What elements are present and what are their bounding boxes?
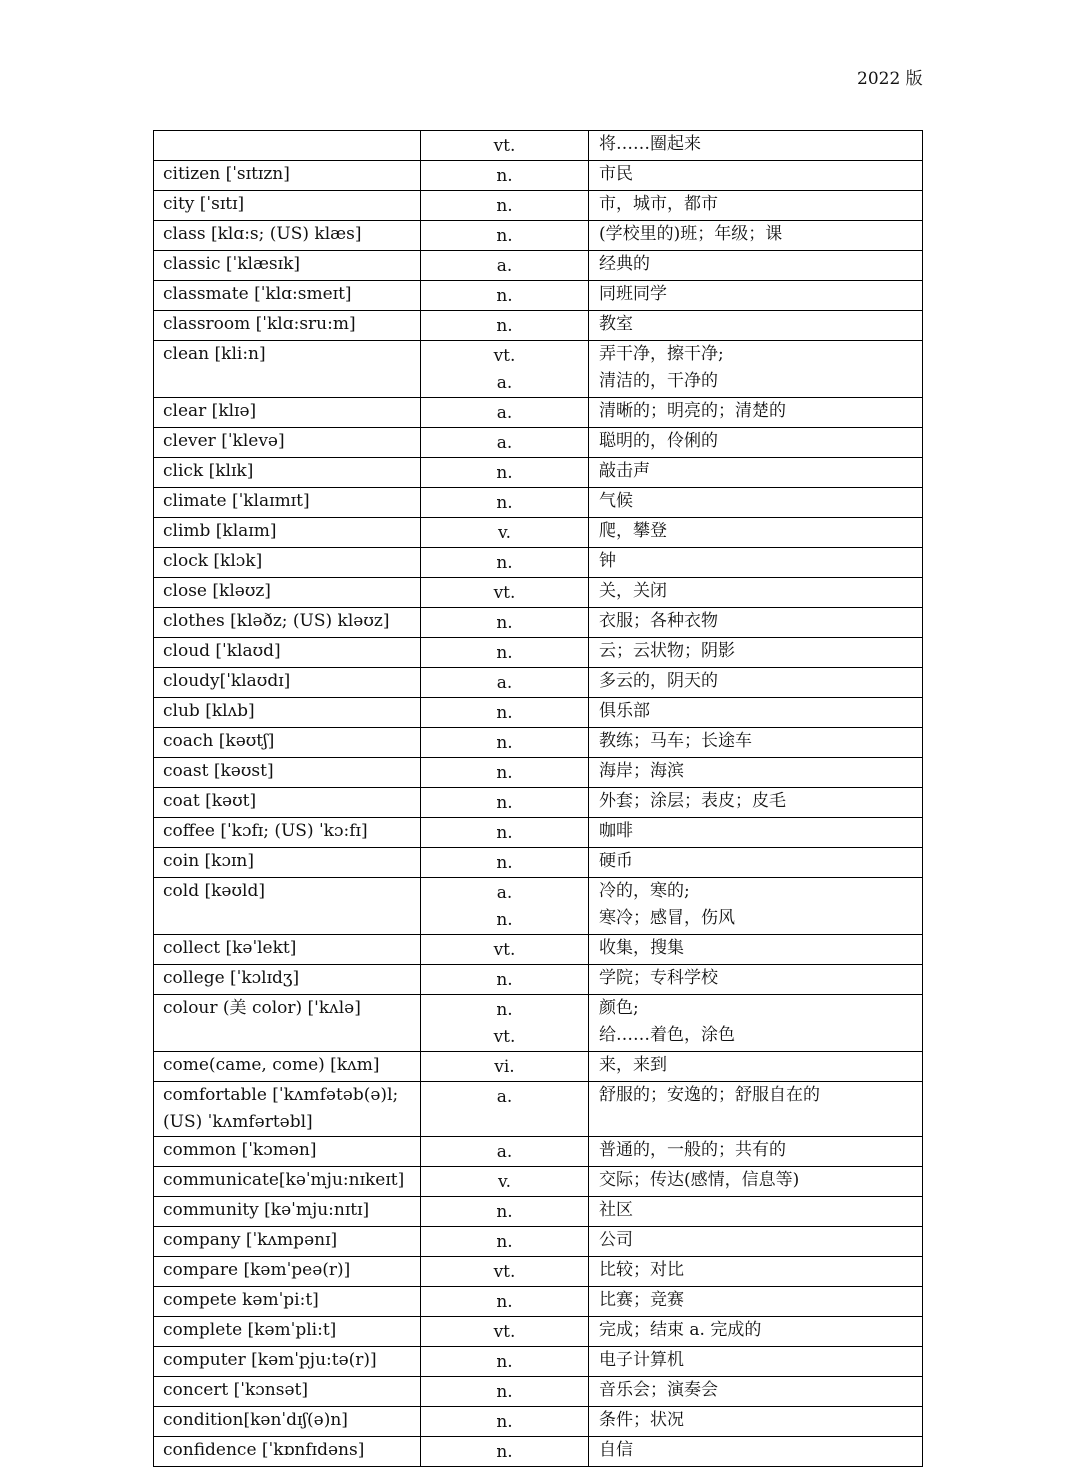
meaning-text: 多云的，阴天的 [599, 671, 718, 691]
meaning-text: 聪明的，伶俐的 [599, 431, 718, 451]
meaning-cell [589, 1347, 923, 1377]
vocabulary-table-body [154, 131, 923, 1467]
meaning-cell [589, 1377, 923, 1407]
word-cell: cloudy[ˈklaʊdɪ] [154, 668, 421, 698]
table-row [154, 221, 923, 251]
table-row [154, 1197, 923, 1227]
part-of-speech: vi. [494, 1057, 515, 1077]
part-of-speech: n. [496, 643, 513, 663]
meaning-text: 同班同学 [599, 284, 667, 304]
part-of-speech-cell [421, 1137, 589, 1167]
part-of-speech-cell [421, 698, 589, 728]
word-cell: communicate[kəˈmju:nɪkeɪt] [154, 1167, 421, 1197]
part-of-speech: a. [496, 1087, 513, 1107]
meaning-cell [589, 1437, 923, 1467]
table-row [154, 341, 923, 398]
meaning-cell [589, 458, 923, 488]
table-row [154, 818, 923, 848]
meaning-cell [589, 788, 923, 818]
part-of-speech-cell [421, 578, 589, 608]
word-cell: confidence [ˈkɒnfɪdəns] [154, 1437, 421, 1467]
meaning-text: 俱乐部 [599, 701, 650, 721]
word-cell: coach [kəʊtʃ] [154, 728, 421, 758]
part-of-speech: vt. [493, 1322, 516, 1342]
part-of-speech-cell [421, 131, 589, 161]
part-of-speech-cell [421, 281, 589, 311]
meaning-text: 交际；传达(感情，信息等) [599, 1170, 800, 1190]
table-row [154, 638, 923, 668]
part-of-speech: n. [496, 196, 513, 216]
word-cell: club [klʌb] [154, 698, 421, 728]
meaning-cell [589, 728, 923, 758]
meaning-text: 市民 [599, 164, 633, 184]
table-row [154, 698, 923, 728]
word-cell: city [ˈsɪtɪ] [154, 191, 421, 221]
part-of-speech: n. [496, 166, 513, 186]
meaning-text: 经典的 [599, 254, 650, 274]
table-row [154, 1257, 923, 1287]
word-cell: coast [kəʊst] [154, 758, 421, 788]
meaning-text: 来，来到 [599, 1055, 667, 1075]
word-cell: climate [ˈklaɪmɪt] [154, 488, 421, 518]
part-of-speech-cell [421, 191, 589, 221]
part-of-speech: n. [496, 613, 513, 633]
word-cell: climb [klaɪm] [154, 518, 421, 548]
meaning-text: 市，城市，都市 [599, 194, 718, 214]
meaning-cell [589, 935, 923, 965]
meaning-text: 敲击声 [599, 461, 650, 481]
part-of-speech-cell [421, 788, 589, 818]
table-row [154, 1167, 923, 1197]
meaning-cell [589, 668, 923, 698]
table-row [154, 251, 923, 281]
part-of-speech: vt. [493, 136, 516, 156]
meaning-cell [589, 341, 923, 398]
part-of-speech: a. [496, 1142, 513, 1162]
part-of-speech: v. [498, 1172, 511, 1192]
part-of-speech: n. [496, 1352, 513, 1372]
meaning-cell [589, 818, 923, 848]
table-row [154, 935, 923, 965]
table-row [154, 428, 923, 458]
meaning-cell [589, 1082, 923, 1137]
meaning-text: 收集，搜集 [599, 938, 684, 958]
meaning-cell [589, 1317, 923, 1347]
part-of-speech: n. [496, 1412, 513, 1432]
meaning-text: 弄干净，擦干净; [599, 344, 724, 364]
meaning-text: 学院；专科学校 [599, 968, 718, 988]
part-of-speech-cell [421, 1437, 589, 1467]
table-row [154, 848, 923, 878]
table-row [154, 548, 923, 578]
word-cell: cloud [ˈklaʊd] [154, 638, 421, 668]
meaning-text: 普通的，一般的；共有的 [599, 1140, 786, 1160]
table-row [154, 518, 923, 548]
part-of-speech-cell [421, 608, 589, 638]
word-cell: citizen [ˈsɪtɪzn] [154, 161, 421, 191]
part-of-speech-cell [421, 488, 589, 518]
edition-label: 2022 版 [857, 69, 923, 89]
table-row [154, 995, 923, 1052]
meaning-text: 外套；涂层；表皮；皮毛 [599, 791, 786, 811]
meaning-text: 气候 [599, 491, 633, 511]
table-row [154, 1377, 923, 1407]
table-row [154, 311, 923, 341]
table-row [154, 458, 923, 488]
part-of-speech: n. [496, 1292, 513, 1312]
word-cell: coffee [ˈkɔfɪ; (US) ˈkɔ:fɪ] [154, 818, 421, 848]
part-of-speech-cell [421, 1347, 589, 1377]
part-of-speech: a. [496, 883, 513, 903]
meaning-text: 关，关闭 [599, 581, 667, 601]
word-cell: cold [kəʊld] [154, 878, 421, 935]
meaning-cell [589, 698, 923, 728]
table-row [154, 878, 923, 935]
table-row [154, 728, 923, 758]
word-cell: classmate [ˈklɑ:smeɪt] [154, 281, 421, 311]
meaning-text: 海岸；海滨 [599, 761, 684, 781]
table-row [154, 578, 923, 608]
meaning-text: 社区 [599, 1200, 633, 1220]
part-of-speech-cell [421, 398, 589, 428]
meaning-cell [589, 1137, 923, 1167]
part-of-speech: a. [496, 373, 513, 393]
meaning-text: 教练；马车；长途车 [599, 731, 752, 751]
part-of-speech-cell [421, 1377, 589, 1407]
part-of-speech: n. [496, 793, 513, 813]
part-of-speech: n. [496, 226, 513, 246]
part-of-speech-cell [421, 1287, 589, 1317]
part-of-speech-cell [421, 1197, 589, 1227]
meaning-cell [589, 518, 923, 548]
meaning-cell [589, 758, 923, 788]
part-of-speech-cell [421, 1167, 589, 1197]
meaning-cell [589, 251, 923, 281]
part-of-speech-cell [421, 311, 589, 341]
word-cell: classic [ˈklæsɪk] [154, 251, 421, 281]
part-of-speech-cell [421, 818, 589, 848]
part-of-speech: n. [496, 1442, 513, 1462]
part-of-speech: v. [498, 523, 511, 543]
part-of-speech-cell [421, 1407, 589, 1437]
part-of-speech: n. [496, 1232, 513, 1252]
meaning-cell [589, 161, 923, 191]
meaning-cell [589, 191, 923, 221]
part-of-speech: n. [496, 553, 513, 573]
part-of-speech: n. [496, 286, 513, 306]
part-of-speech-cell [421, 848, 589, 878]
table-row [154, 965, 923, 995]
meaning-text: 爬，攀登 [599, 521, 667, 541]
word-cell: common [ˈkɔmən] [154, 1137, 421, 1167]
word-cell: colour (美 color) ['kʌlə] [154, 995, 421, 1052]
word-cell: coat [kəʊt] [154, 788, 421, 818]
meaning-text: 衣服；各种衣物 [599, 611, 718, 631]
part-of-speech-cell [421, 458, 589, 488]
part-of-speech: n. [496, 823, 513, 843]
word-cell: college [ˈkɔlɪdʒ] [154, 965, 421, 995]
part-of-speech: a. [496, 256, 513, 276]
table-row [154, 1137, 923, 1167]
word-cell: close [kləʊz] [154, 578, 421, 608]
meaning-text: 教室 [599, 314, 633, 334]
part-of-speech-cell [421, 728, 589, 758]
word-cell: clock [klɔk] [154, 548, 421, 578]
meaning-cell [589, 638, 923, 668]
part-of-speech: n. [496, 1382, 513, 1402]
meaning-text: 颜色; [599, 998, 639, 1018]
meaning-text: 云；云状物；阴影 [599, 641, 735, 661]
meaning-cell [589, 398, 923, 428]
meaning-text: 寒冷；感冒，伤风 [599, 908, 735, 928]
part-of-speech-cell [421, 518, 589, 548]
word-cell: computer [kəmˈpju:tə(r)] [154, 1347, 421, 1377]
part-of-speech: n. [496, 763, 513, 783]
meaning-text: 比较；对比 [599, 1260, 684, 1280]
part-of-speech: vt. [493, 583, 516, 603]
meaning-text: 舒服的；安逸的；舒服自在的 [599, 1085, 820, 1105]
meaning-cell [589, 878, 923, 935]
word-cell: clever [ˈklevə] [154, 428, 421, 458]
word-cell: compete kəmˈpi:t] [154, 1287, 421, 1317]
meaning-text: 硬币 [599, 851, 633, 871]
meaning-cell [589, 608, 923, 638]
meaning-text: 钟 [599, 551, 616, 571]
meaning-text: 完成；结束 a. 完成的 [599, 1320, 762, 1340]
meaning-text: 电子计算机 [599, 1350, 684, 1370]
word-cell: clean [kli:n] [154, 341, 421, 398]
word-cell: collect [kəˈlekt] [154, 935, 421, 965]
part-of-speech-cell [421, 341, 589, 398]
word-cell: classroom [ˈklɑ:sru:m] [154, 311, 421, 341]
part-of-speech-cell [421, 965, 589, 995]
meaning-text: 给……着色，涂色 [599, 1025, 735, 1045]
meaning-cell [589, 578, 923, 608]
meaning-cell [589, 995, 923, 1052]
word-cell: come(came, come) [kʌm] [154, 1052, 421, 1082]
meaning-text: 比赛；竞赛 [599, 1290, 684, 1310]
table-row [154, 131, 923, 161]
part-of-speech: n. [496, 316, 513, 336]
word-cell: compare [kəmˈpeə(r)] [154, 1257, 421, 1287]
table-row [154, 281, 923, 311]
part-of-speech: n. [496, 493, 513, 513]
part-of-speech-cell [421, 1317, 589, 1347]
table-row [154, 398, 923, 428]
table-row [154, 161, 923, 191]
part-of-speech: n. [496, 463, 513, 483]
part-of-speech: n. [496, 1000, 513, 1020]
word-cell: community [kəˈmju:nɪtɪ] [154, 1197, 421, 1227]
meaning-cell [589, 1407, 923, 1437]
part-of-speech-cell [421, 1227, 589, 1257]
part-of-speech: n. [496, 910, 513, 930]
table-row [154, 488, 923, 518]
part-of-speech: n. [496, 1202, 513, 1222]
part-of-speech: vt. [493, 1262, 516, 1282]
meaning-text: (学校里的)班；年级；课 [599, 224, 783, 244]
meaning-text: 条件；状况 [599, 1410, 684, 1430]
part-of-speech: vt. [493, 346, 516, 366]
meaning-cell [589, 488, 923, 518]
meaning-cell [589, 548, 923, 578]
meaning-cell [589, 311, 923, 341]
part-of-speech: n. [496, 733, 513, 753]
meaning-cell [589, 281, 923, 311]
meaning-text: 咖啡 [599, 821, 633, 841]
part-of-speech-cell [421, 221, 589, 251]
table-row [154, 1227, 923, 1257]
meaning-cell [589, 965, 923, 995]
meaning-cell [589, 1052, 923, 1082]
table-row [154, 1082, 923, 1137]
word-cell: condition[kənˈdɪʃ(ə)n] [154, 1407, 421, 1437]
word-cell: clothes [kləðz; (US) kləʊz] [154, 608, 421, 638]
part-of-speech: n. [496, 970, 513, 990]
meaning-text: 音乐会；演奏会 [599, 1380, 718, 1400]
part-of-speech-cell [421, 878, 589, 935]
part-of-speech-cell [421, 161, 589, 191]
part-of-speech: a. [496, 403, 513, 423]
word-cell: click [klɪk] [154, 458, 421, 488]
meaning-text: 自信 [599, 1440, 633, 1460]
table-row [154, 1287, 923, 1317]
meaning-text: 将……圈起来 [599, 134, 701, 154]
meaning-cell [589, 1227, 923, 1257]
meaning-cell [589, 848, 923, 878]
table-row [154, 1437, 923, 1467]
word-cell: coin [kɔɪn] [154, 848, 421, 878]
meaning-cell [589, 1167, 923, 1197]
part-of-speech-cell [421, 995, 589, 1052]
meaning-text: 公司 [599, 1230, 633, 1250]
part-of-speech-cell [421, 935, 589, 965]
table-row [154, 608, 923, 638]
table-row [154, 1347, 923, 1377]
part-of-speech-cell [421, 1082, 589, 1137]
part-of-speech-cell [421, 638, 589, 668]
part-of-speech: n. [496, 703, 513, 723]
part-of-speech: a. [496, 433, 513, 453]
meaning-text: 清晰的；明亮的；清楚的 [599, 401, 786, 421]
part-of-speech: vt. [493, 940, 516, 960]
part-of-speech: a. [496, 673, 513, 693]
table-row [154, 758, 923, 788]
meaning-text: 冷的，寒的; [599, 881, 690, 901]
part-of-speech-cell [421, 668, 589, 698]
part-of-speech: vt. [493, 1027, 516, 1047]
word-cell: clear [klɪə] [154, 398, 421, 428]
word-cell [154, 131, 421, 161]
table-row [154, 1052, 923, 1082]
word-cell: class [klɑ:s; (US) klæs] [154, 221, 421, 251]
part-of-speech-cell [421, 251, 589, 281]
word-cell: comfortable [ˈkʌmfətəb(ə)l; (US) ˈkʌmfərtəbl] [154, 1082, 421, 1137]
word-cell: complete [kəmˈpli:t] [154, 1317, 421, 1347]
word-cell: company [ˈkʌmpənɪ] [154, 1227, 421, 1257]
word-cell: concert [ˈkɔnsət] [154, 1377, 421, 1407]
table-row [154, 668, 923, 698]
table-row [154, 1407, 923, 1437]
meaning-cell [589, 221, 923, 251]
part-of-speech-cell [421, 428, 589, 458]
table-row [154, 1317, 923, 1347]
meaning-cell [589, 1197, 923, 1227]
meaning-cell [589, 428, 923, 458]
meaning-cell [589, 131, 923, 161]
table-row [154, 788, 923, 818]
meaning-text: 清洁的，干净的 [599, 371, 718, 391]
table-row [154, 191, 923, 221]
part-of-speech: n. [496, 853, 513, 873]
part-of-speech-cell [421, 758, 589, 788]
meaning-cell [589, 1257, 923, 1287]
part-of-speech-cell [421, 548, 589, 578]
meaning-cell [589, 1287, 923, 1317]
vocabulary-table [153, 130, 923, 1467]
part-of-speech-cell [421, 1257, 589, 1287]
part-of-speech-cell [421, 1052, 589, 1082]
